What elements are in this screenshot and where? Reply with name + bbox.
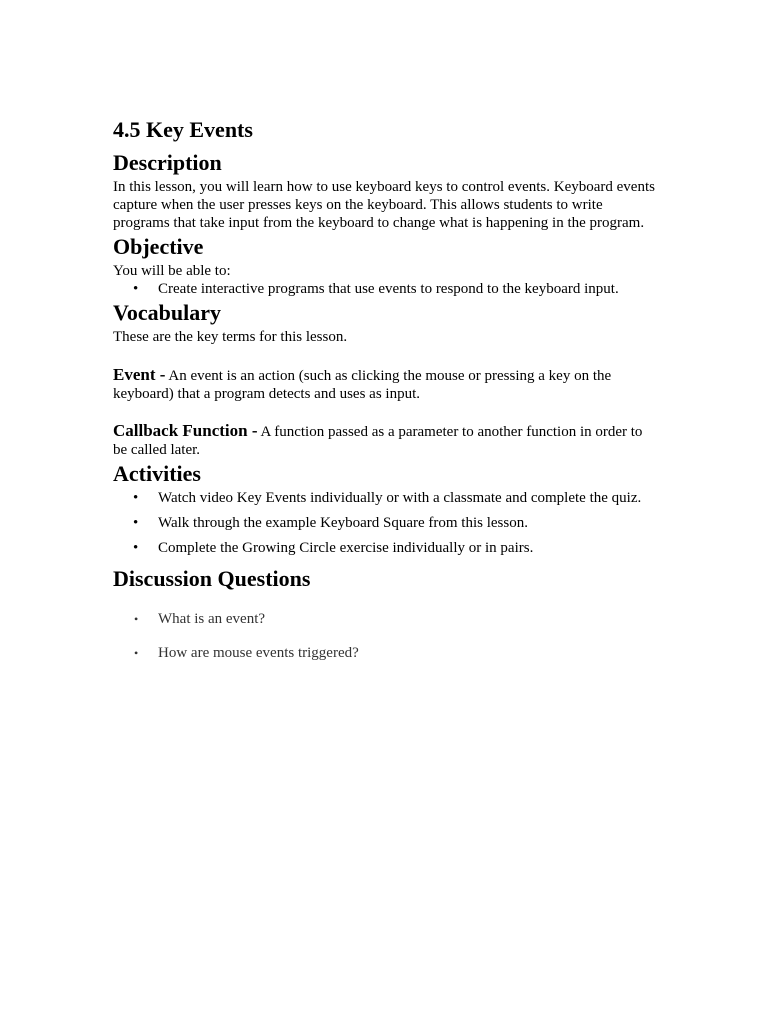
objective-list <box>113 280 658 298</box>
list-item <box>113 610 658 628</box>
vocabulary-intro: These are the key terms for this lesson. <box>113 329 348 345</box>
question-text: What is an event? <box>158 611 266 627</box>
bullet-icon: • <box>134 612 139 626</box>
discussion-list <box>113 610 658 662</box>
activity-item-text: Walk through the example Keyboard Square from this lesson. <box>158 515 528 531</box>
list-item <box>113 514 658 532</box>
list-item <box>113 539 658 557</box>
list-item <box>113 644 658 662</box>
bullet-icon: • <box>133 281 139 297</box>
discussion-heading: Discussion Questions <box>113 566 311 591</box>
objective-heading: Objective <box>113 234 204 259</box>
description-heading: Description <box>113 150 222 175</box>
activities-heading: Activities <box>113 461 201 486</box>
list-item <box>113 280 658 298</box>
document-page <box>113 112 658 678</box>
vocab-definition: An event is an action (such as clicking the mouse or pressing a key on the keyboard) that a program detects and uses as input. <box>113 368 612 402</box>
bullet-icon: • <box>133 540 139 556</box>
vocabulary-heading: Vocabulary <box>113 300 221 325</box>
vocab-entry-event <box>113 366 658 403</box>
objective-intro: You will be able to: <box>113 263 231 279</box>
description-text: In this lesson, you will learn how to use keyboard keys to control events. Keyboard events capture when the user presses keys on the keyboard. This allows students to write programs that take input from the keyboard to change what is happening in the program. <box>113 179 655 231</box>
bullet-icon: • <box>133 490 139 506</box>
objective-item-text: Create interactive programs that use events to respond to the keyboard input. <box>158 281 619 297</box>
page-title: 4.5 Key Events <box>113 117 253 142</box>
vocab-term: Event - <box>113 365 166 384</box>
vocab-entry-callback-function <box>113 422 658 459</box>
list-item <box>113 489 658 507</box>
vocab-term: Callback Function - <box>113 421 258 440</box>
bullet-icon: • <box>133 515 139 531</box>
question-text: How are mouse events triggered? <box>158 645 359 661</box>
activities-list <box>113 489 658 557</box>
bullet-icon: • <box>134 646 139 660</box>
activity-item-text: Complete the Growing Circle exercise individually or in pairs. <box>158 540 534 556</box>
vocab-definition: A function passed as a parameter to another function in order to be called later. <box>113 424 643 458</box>
activity-item-text: Watch video Key Events individually or with a classmate and complete the quiz. <box>158 490 642 506</box>
